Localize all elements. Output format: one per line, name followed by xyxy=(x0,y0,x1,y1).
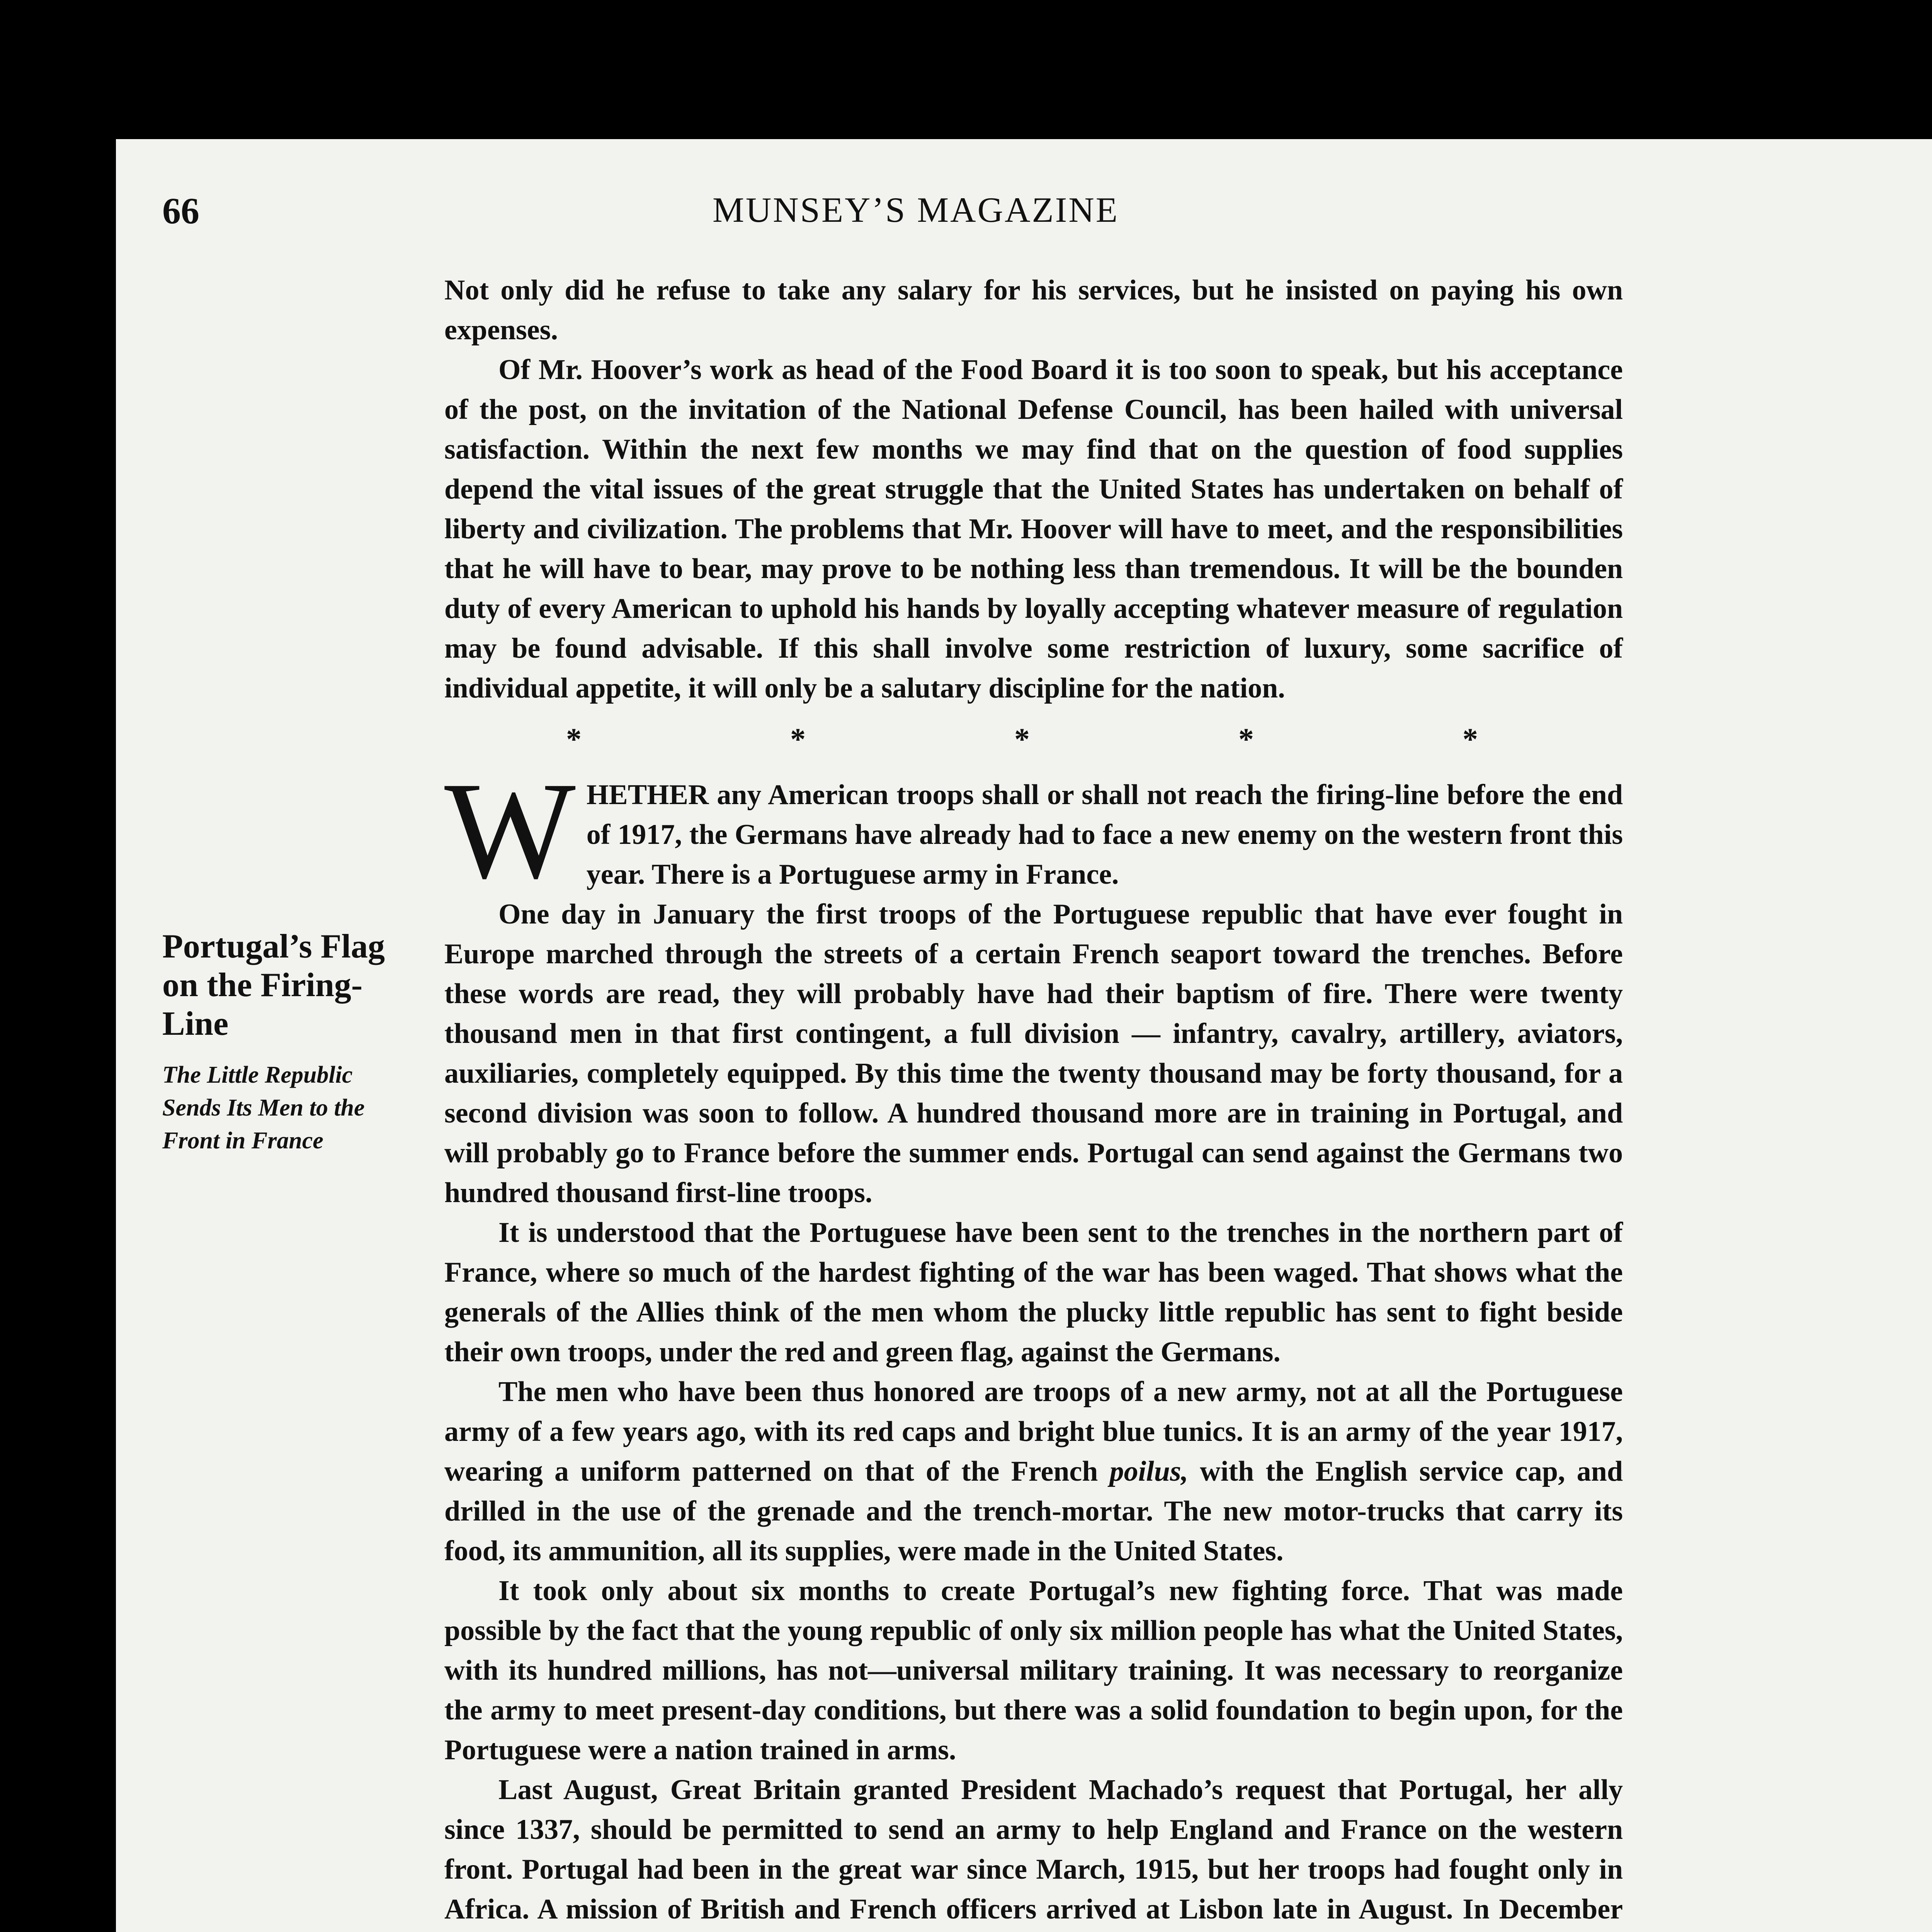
paragraph-2: Of Mr. Hoover’s work as head of the Food Board it is too soon to speak, but his acceptance of the post, on the invitation of the National Defense Council, has been hailed with universal satisfaction. Within the next few months we may find that on the question of food supplies depend the vital issues of the great struggle that the United States has undertaken on behalf of liberty and civilization. The problems that Mr. Hoover will have to meet, and the responsibilities that he will have to bear, may prove to be nothing less than tremendous. It will be the bounden duty of every American to uphold his hands by loyally accepting whatever measure of regulation may be found advisable. If this shall involve some restriction of luxury, some sacrifice of individual appetite, it will only be a salutary discipline for the nation. xyxy=(444,354,1623,704)
margin-sidebar xyxy=(162,927,410,1157)
paragraph-7: It took only about six months to create Portugal’s new fighting force. That was made possible by the fact that the young republic of only six million people has what the United States, with its hundred millions, has not—universal military training. It was necessary to reorganize the army to meet present-day conditions, but there was a solid foundation to begin upon, for the Portuguese were a nation trained in arms. xyxy=(444,1575,1623,1766)
paragraph-3-text: HETHER any American troops shall or shall not reach the firing-line before the end of 1917, the Germans have already had to face a new enemy on the western front this year. There is a Portuguese army in France. xyxy=(586,779,1623,890)
paragraph-8: Last August, Great Britain granted President Machado’s request that Portugal, her ally since 1337, should be permitted to send an army to help England and France on the western front. Portugal had been in the great war since March, 1915, but her troops had fought only in Africa. A mission of British and French officers arrived at Lisbon late in August. In December xyxy=(444,1774,1623,1925)
sidebar-subtitle: The Little Republic Sends Its Men to the Front in France xyxy=(162,1062,365,1154)
paragraph-6-italic: poilus, xyxy=(1109,1456,1189,1487)
sidebar-title: Portugal’s Flag on the Firing-Line xyxy=(162,928,385,1043)
paragraph-1: Not only did he refuse to take any salary for his services, but he insisted on paying his own expenses. xyxy=(444,274,1623,346)
paragraph-6-text-a: The men who have been thus honored are troops of a new army, not at all the Portuguese army of a few years ago, with its red caps and bright blue tunics. It is an army of the year 1917, wearing a uniform patterned on that of the French xyxy=(444,1376,1623,1487)
paragraph-6-text-b: with the English service cap, and drilled in the use of the grenade and the trench-mortar. The new motor-trucks that carry its food, its ammunition, all its supplies, were made in the United States. xyxy=(444,1456,1623,1567)
paragraph-5: It is understood that the Portuguese have been sent to the trenches in the northern part of France, where so much of the hardest fighting of the war has been waged. That shows what the generals of the Allies think of the men whom the plucky little republic has sent to fight beside their own troops, under the red and green flag, against the Germans. xyxy=(444,1217,1623,1368)
drop-cap: W xyxy=(444,753,576,907)
paragraph-6 xyxy=(444,1372,1623,1571)
page-header xyxy=(162,189,1669,243)
page-number: 66 xyxy=(162,190,199,231)
section-divider: * * * * * xyxy=(566,723,1578,757)
article-body xyxy=(444,270,1623,1932)
paragraph-3 xyxy=(444,753,1623,907)
paragraph-4: One day in January the first troops of the Portuguese republic that have ever fought in Europe marched through the streets of a certain French seaport toward the trenches. Before these words are read, they will probably have had their baptism of fire. There were twenty thousand men in that first contingent, a full division — infantry, cavalry, artillery, aviators, auxiliaries, completely equipped. By this time the twenty thousand may be forty thousand, for a second division was soon to follow. A hundred thousand more are in training in Portugal, and will probably go to France before the summer ends. Portugal can send against the Germans two hundred thousand first-line troops. xyxy=(444,898,1623,1209)
running-head: MUNSEY’S MAGAZINE xyxy=(713,190,1119,230)
